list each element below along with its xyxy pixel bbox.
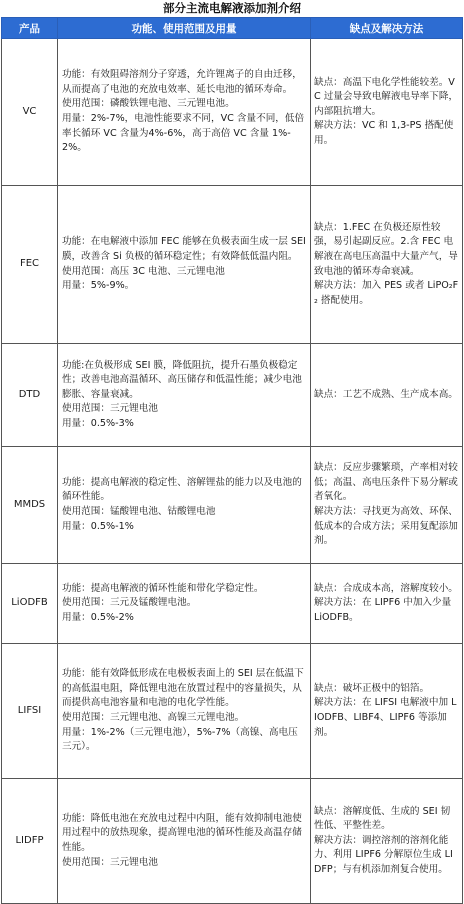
cons-solution-line: 解决方法：在 LIPF6 中加入少量 LiODFB。 (314, 597, 452, 623)
function-usage-line: 使用范围：锰酸锂电池、钴酸锂电池 (62, 506, 216, 517)
cons-solution-cell (311, 644, 463, 779)
product-name: MMDS (2, 447, 58, 564)
cons-solution-line: 解决方法：在 LIFSI 电解液中加 LIODFB、LIBF4、LIPF6 等添加剂。 (314, 697, 457, 738)
cons-solution-cell (311, 344, 463, 447)
cons-solution-line: 解决方法：寻找更为高效、环保、低成本的合成方法；采用复配添加剂。 (314, 506, 458, 547)
cons-solution-cell (311, 39, 463, 186)
product-name: LiODFB (2, 564, 58, 644)
header-cons: 缺点及解决方法 (311, 18, 463, 39)
function-usage-line: 功能：有效阻碍溶剂分子穿透，允许锂离子的自由迁移，从而提高了电池的充放电效率、延长电池的循环寿命。 (62, 69, 302, 95)
function-usage-line: 功能：在电解液中添加 FEC 能够在负极表面生成一层 SEI 膜，改善含 Si 负极的循环稳定性；有效降低低温内阻。 (62, 236, 306, 262)
table-row (2, 564, 463, 644)
function-usage-line: 使用范围：三元锂电池 (62, 856, 158, 868)
product-name: VC (2, 39, 58, 186)
function-usage-line: 使用范围：高压 3C 电池、三元锂电池 (62, 265, 225, 277)
function-usage-line: 功能：降低电池在充放电过程中内阻，能有效抑制电池使用过程中的放热现象，提高锂电池的循环性能及高温存储性能。 (62, 812, 302, 853)
cons-solution-line: 缺点：溶解度低、生成的 SEI 韧性低、平整性差。 (314, 805, 451, 832)
function-usage-cell (58, 564, 311, 644)
cons-solution-cell (311, 186, 463, 344)
function-usage-line: 使用范围：磷酸铁锂电池、三元锂电池。 (62, 98, 235, 110)
function-usage-cell (58, 344, 311, 447)
cons-solution-line: 缺点：高温下电化学性能较差。VC 过量会导致电解液电导率下降，内部阻抗增大。 (314, 76, 459, 117)
function-usage-line: 用量：0.5%-2% (62, 611, 134, 623)
page-title: 部分主流电解液添加剂介绍 (163, 1, 301, 15)
table-row (2, 344, 463, 447)
function-usage-line: 使用范围：三元锂电池、高镍三元锂电池。 (62, 712, 245, 723)
header-function: 功能、使用范围及用量 (58, 18, 311, 39)
function-usage-line: 功能：提高电解液的稳定性、溶解锂盐的能力以及电池的循环性能。 (62, 476, 302, 503)
function-usage-line: 使用范围：三元锂电池 (62, 403, 158, 415)
table-row (2, 39, 463, 186)
table-row (2, 644, 463, 779)
cons-solution-line: 解决方法：VC 和 1,3-PS 搭配使用。 (314, 120, 454, 146)
cons-solution-cell (311, 779, 463, 904)
function-usage-cell (58, 779, 311, 904)
product-name: DTD (2, 344, 58, 447)
function-usage-cell (58, 39, 311, 186)
function-usage-line: 用量：2%-7%，电池性能要求不同，VC 含量不同，低倍率长循环 VC 含量为4%-6%，高于高倍 VC 含量 1%-2%。 (62, 113, 305, 154)
table-row (2, 447, 463, 564)
cons-solution-line: 缺点：工艺不成熟、生产成本高。 (314, 388, 458, 400)
function-usage-line: 使用范围：三元及锰酸锂电池。 (62, 597, 197, 609)
function-usage-line: 用量：0.5%-1% (62, 520, 134, 532)
function-usage-line: 用量：5%-9%。 (62, 280, 135, 292)
cons-solution-cell (311, 447, 463, 564)
table-row (2, 779, 463, 904)
header-row (2, 18, 463, 39)
cons-solution-line: 缺点：合成成本高，溶解度较小。 (314, 582, 458, 594)
function-usage-line: 功能：能有效降低形成在电极板表面上的 SEI 层在低温下的高低温电阻，降低锂电池在放置过程中的容量损失，从而提供高电池容量和电池的电化学性能。 (62, 668, 304, 709)
function-usage-line: 功能：提高电解液的循环性能和带化学稳定性。 (62, 582, 264, 594)
product-name: LIDFP (2, 779, 58, 904)
function-usage-cell (58, 644, 311, 779)
function-usage-line: 用量：1%-2%（三元锂电池），5%-7%（高镍、高电压三元）。 (62, 726, 298, 753)
cons-solution-line: 缺点：破坏正极中的铝箔。 (314, 682, 430, 694)
product-name: FEC (2, 186, 58, 344)
cons-solution-line: 解决方法：调控溶剂的溶剂化能力、利用 LIPF6 分解原位生成 LIDFP；与有机添加剂复合使用。 (314, 834, 453, 875)
function-usage-cell (58, 447, 311, 564)
additive-table (1, 17, 463, 904)
product-name: LIFSI (2, 644, 58, 779)
function-usage-line: 功能:在负极形成 SEI 膜，降低阻抗，提升石墨负极稳定性；改善电池高温循环、高压储存和低温性能；减少电池膨胀、容量衰减。 (62, 359, 302, 400)
function-usage-line: 用量：0.5%-3% (62, 417, 134, 429)
header-product: 产品 (2, 18, 58, 39)
cons-solution-line: 缺点：反应步骤繁琐，产率相对较低；高温、高电压条件下易分解或者氧化。 (314, 462, 458, 503)
function-usage-cell (58, 186, 311, 344)
table-row (2, 186, 463, 344)
cons-solution-line: 缺点：1.FEC 在负极还原性较强，易引起副反应。2.含 FEC 电解液在高电压高温中大量产气，导致电池的循环寿命衰减。 (314, 221, 458, 277)
cons-solution-line: 解决方法：加入 PES 或者 LiPO₂F₂ 搭配使用。 (314, 280, 459, 306)
cons-solution-cell (311, 564, 463, 644)
